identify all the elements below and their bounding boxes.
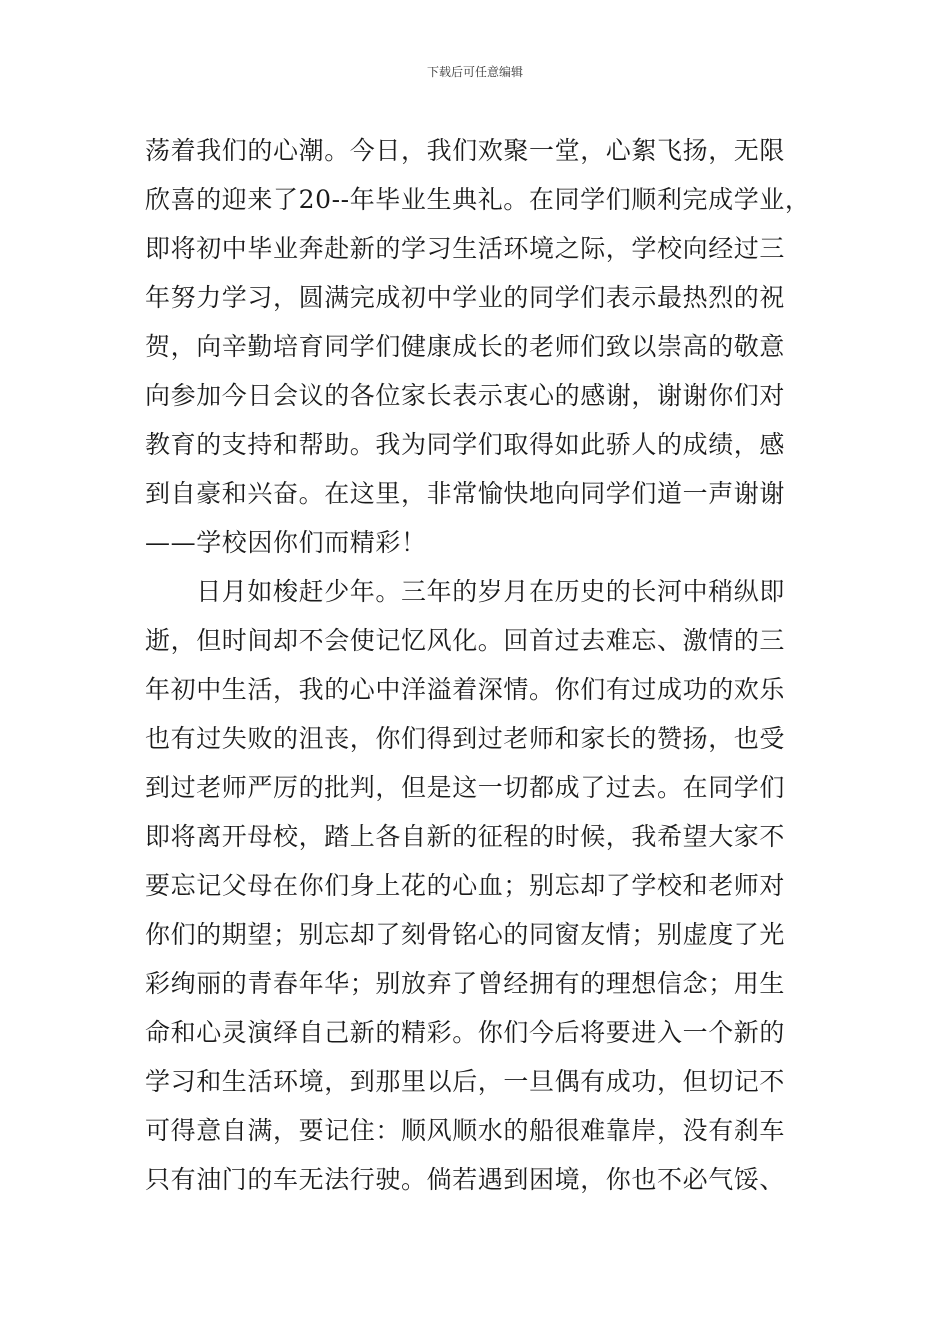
text-line: 向参加今日会议的各位家长表示衷心的感谢，谢谢你们对 <box>145 381 786 410</box>
text-line: 欣喜的迎来了20--年毕业生典礼。在同学们顺利完成学业， <box>145 185 811 214</box>
text-line: 彩绚丽的青春年华；别放弃了曾经拥有的理想信念；用生 <box>145 969 786 998</box>
text-line: 命和心灵演绎自己新的精彩。你们今后将要进入一个新的 <box>145 1018 786 1047</box>
text-line: 教育的支持和帮助。我为同学们取得如此骄人的成绩，感 <box>145 430 786 459</box>
text-line: 日月如梭赶少年。三年的岁月在历史的长河中稍纵即 <box>145 577 786 606</box>
text-line: 年初中生活，我的心中洋溢着深情。你们有过成功的欢乐 <box>145 675 786 704</box>
text-line: 学习和生活环境，到那里以后，一旦偶有成功，但切记不 <box>145 1067 786 1096</box>
text-line: 年努力学习，圆满完成初中学业的同学们表示最热烈的祝 <box>145 283 786 312</box>
text-line: 要忘记父母在你们身上花的心血；别忘却了学校和老师对 <box>145 871 786 900</box>
text-line: 荡着我们的心潮。今日，我们欢聚一堂，心絮飞扬，无限 <box>145 136 786 165</box>
text-line: 你们的期望；别忘却了刻骨铭心的同窗友情；别虚度了光 <box>145 920 786 949</box>
text-line: 可得意自满，要记住：顺风顺水的船很难靠岸，没有刹车 <box>145 1116 786 1145</box>
text-line: 逝，但时间却不会使记忆风化。回首过去难忘、激情的三 <box>145 626 786 655</box>
text-line: 只有油门的车无法行驶。倘若遇到困境，你也不必气馁、 <box>145 1165 786 1194</box>
text-line: 即将初中毕业奔赴新的学习生活环境之际，学校向经过三 <box>145 234 786 263</box>
text-line: 即将离开母校，踏上各自新的征程的时候，我希望大家不 <box>145 822 786 851</box>
text-line: 也有过失败的沮丧，你们得到过老师和家长的赞扬，也受 <box>145 724 786 753</box>
text-line: 贺，向辛勤培育同学们健康成长的老师们致以崇高的敬意 <box>145 332 786 361</box>
text-line: 到过老师严厉的批判，但是这一切都成了过去。在同学们 <box>145 773 786 802</box>
document-body <box>145 126 825 1204</box>
page-header: 下载后可任意编辑 <box>426 65 523 79</box>
text-line: 到自豪和兴奋。在这里，非常愉快地向同学们道一声谢谢 <box>145 479 786 508</box>
text-line: ——学校因你们而精彩！ <box>145 528 427 557</box>
